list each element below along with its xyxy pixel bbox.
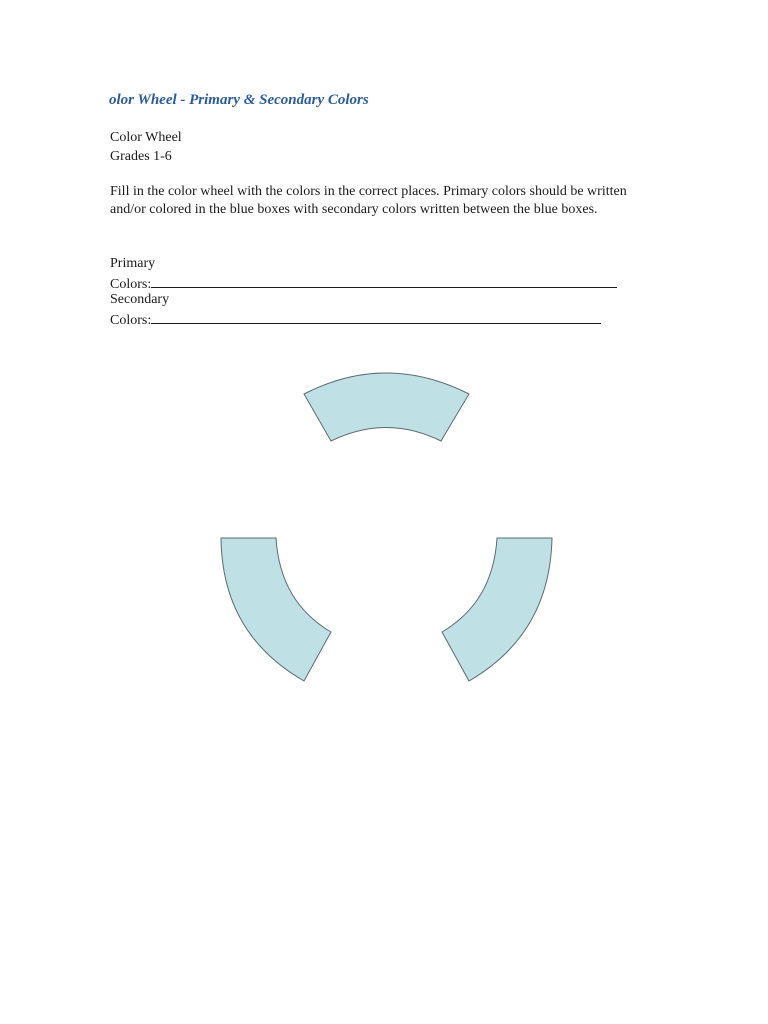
primary-color-box-left[interactable]: [221, 538, 331, 681]
primary-colors-label: Colors:: [110, 277, 152, 292]
instructions-text: Fill in the color wheel with the colors in the correct places. Primary colors should be written and/or colored in the blue boxes with secondary colors written between the blue boxes.: [110, 184, 627, 217]
primary-color-box-top[interactable]: [304, 373, 469, 441]
primary-color-box-right[interactable]: [442, 538, 552, 681]
worksheet-title: olor Wheel - Primary & Secondary Colors: [109, 92, 369, 108]
primary-label: Primary: [110, 256, 156, 271]
subject-label: Color Wheel: [110, 130, 182, 145]
grades-label: Grades 1-6: [110, 149, 172, 164]
secondary-label: Secondary: [110, 292, 170, 307]
secondary-colors-label: Colors:: [110, 313, 152, 328]
